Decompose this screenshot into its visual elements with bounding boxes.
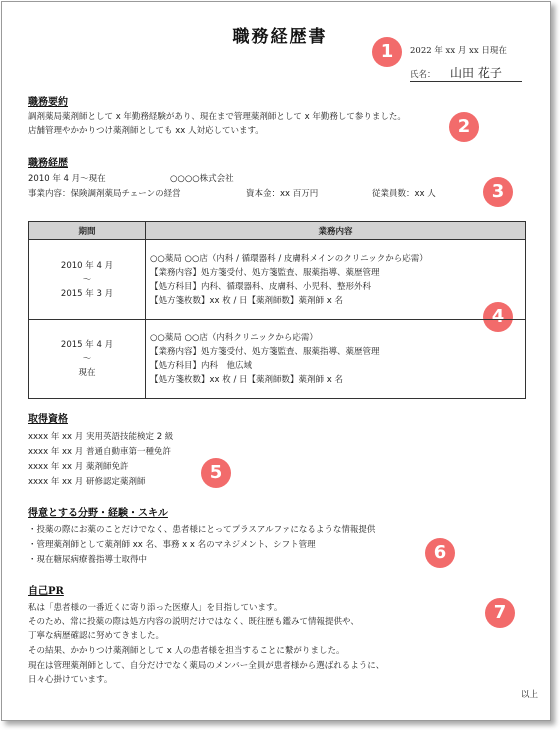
career-heading: 職務経歴 [28,158,68,169]
qualification-item: xxxx 年 xx 月 研修認定薬剤師 [28,477,146,487]
content-line: 【処方科目】内科 他広域 [150,361,253,371]
pr-heading: 自己PR [28,586,64,597]
table-row [29,240,526,320]
pr-line: 丁寧な病歴確認に努めてきました。 [28,631,165,641]
content-line: 【業務内容】処方箋受付、処方箋監査、服薬指導、薬歴管理 [150,347,380,357]
period-tilde: ～ [82,354,92,364]
period-end: 現在 [78,368,96,378]
period-cell [29,320,146,399]
callout-badge-7: 7 [485,598,515,628]
skill-item: ・投薬の際にお薬のことだけでなく、患者様にとってプラスアルファになるような情報提供 [28,525,376,535]
pr-line: そのため、常に投薬の際は処方内容の説明だけではなく、既往歴も鑑みて情報提供や、 [28,617,359,627]
closing-mark: 以上 [520,690,538,700]
period-end: 2015 年 3 月 [60,288,114,299]
content-line: 【処方箋枚数】xx 枚 / 日【薬剤師数】薬剤師 x 名 [150,295,343,306]
summary-heading: 職務要約 [28,97,68,108]
name-field [410,63,522,82]
skills-heading: 得意とする分野・経験・スキル [28,508,168,519]
career-table [28,221,526,399]
summary-line: 店舗管理やかかりつけ薬剤師としても xx 人対応しています。 [28,126,264,136]
career-capital: 資本金：xx 百万円 [246,189,319,199]
qualification-item: xxxx 年 xx 月 薬剤師免許 [28,462,129,472]
document-title: 職務経歴書 [232,27,328,47]
content-line: 【業務内容】処方箋受付、処方箋監査、服薬指導、薬歴管理 [150,267,380,278]
skill-item: ・管理薬剤師として薬剤師 xx 名、事務 x x 名のマネジメント、シフト管理 [28,540,316,550]
callout-badge-3: 3 [483,177,513,207]
content-cell [146,240,526,320]
career-company: ○○○○株式会社 [170,174,234,184]
content-line: ○○薬局 ○○店（内科 / 循環器科 / 皮膚科メインのクリニックから応需） [150,253,428,264]
content-line: 【処方科目】内科、循環器科、皮膚科、小児科、整形外科 [150,281,372,292]
pr-line: その結果、かかりつけ薬剤師として x 人の患者様を担当することに繋がりました。 [28,646,345,656]
callout-badge-4: 4 [483,302,513,332]
qualification-item: xxxx 年 xx 月 実用英語技能検定 2 級 [28,432,174,442]
qualifications-heading: 取得資格 [28,414,68,425]
table-row [29,320,526,399]
name-value: 山田 花子 [450,66,502,80]
period-cell [29,240,146,320]
table-header-content: 業務内容 [146,222,526,240]
content-line: ○○薬局 ○○店（内科クリニックから応需） [150,333,318,343]
skill-item: ・現在糖尿病療養指導士取得中 [28,555,148,565]
name-label: 氏名： [410,70,436,80]
qualification-item: xxxx 年 xx 月 普通自動車第一種免許 [28,447,171,457]
document-date: 2022 年 xx 月 xx 日現在 [410,46,507,56]
pr-line: 日々心掛けています。 [28,675,113,685]
pr-line: 現在は管理薬剤師として、自分だけでなく薬局のメンバー全員が患者様から選ばれるように、 [28,661,385,671]
summary-line: 調剤薬局薬剤師として x 年勤務経験があり、現在まで管理薬剤師として x 年勤務して参りました。 [28,112,406,122]
content-line: 【処方箋枚数】xx 枚 / 日【薬剤師数】薬剤師 x 名 [150,375,343,385]
career-employees: 従業員数：xx 人 [372,189,436,199]
content-cell [146,320,526,399]
period-tilde: ～ [82,274,92,285]
period-start: 2010 年 4 月 [60,260,114,271]
career-business: 事業内容：保険調剤薬局チェーンの経営 [28,189,181,199]
career-period: 2010 年 4 月～現在 [28,174,106,184]
callout-badge-2: 2 [449,112,479,142]
period-start: 2015 年 4 月 [60,340,114,350]
callout-badge-1: 1 [372,37,402,67]
callout-badge-6: 6 [425,538,455,568]
table-header-period: 期間 [29,222,146,240]
callout-badge-5: 5 [201,458,231,488]
table-header-row [29,222,526,240]
pr-line: 私は「患者様の一番近くに寄り添った医療人」を目指しています。 [28,603,283,613]
